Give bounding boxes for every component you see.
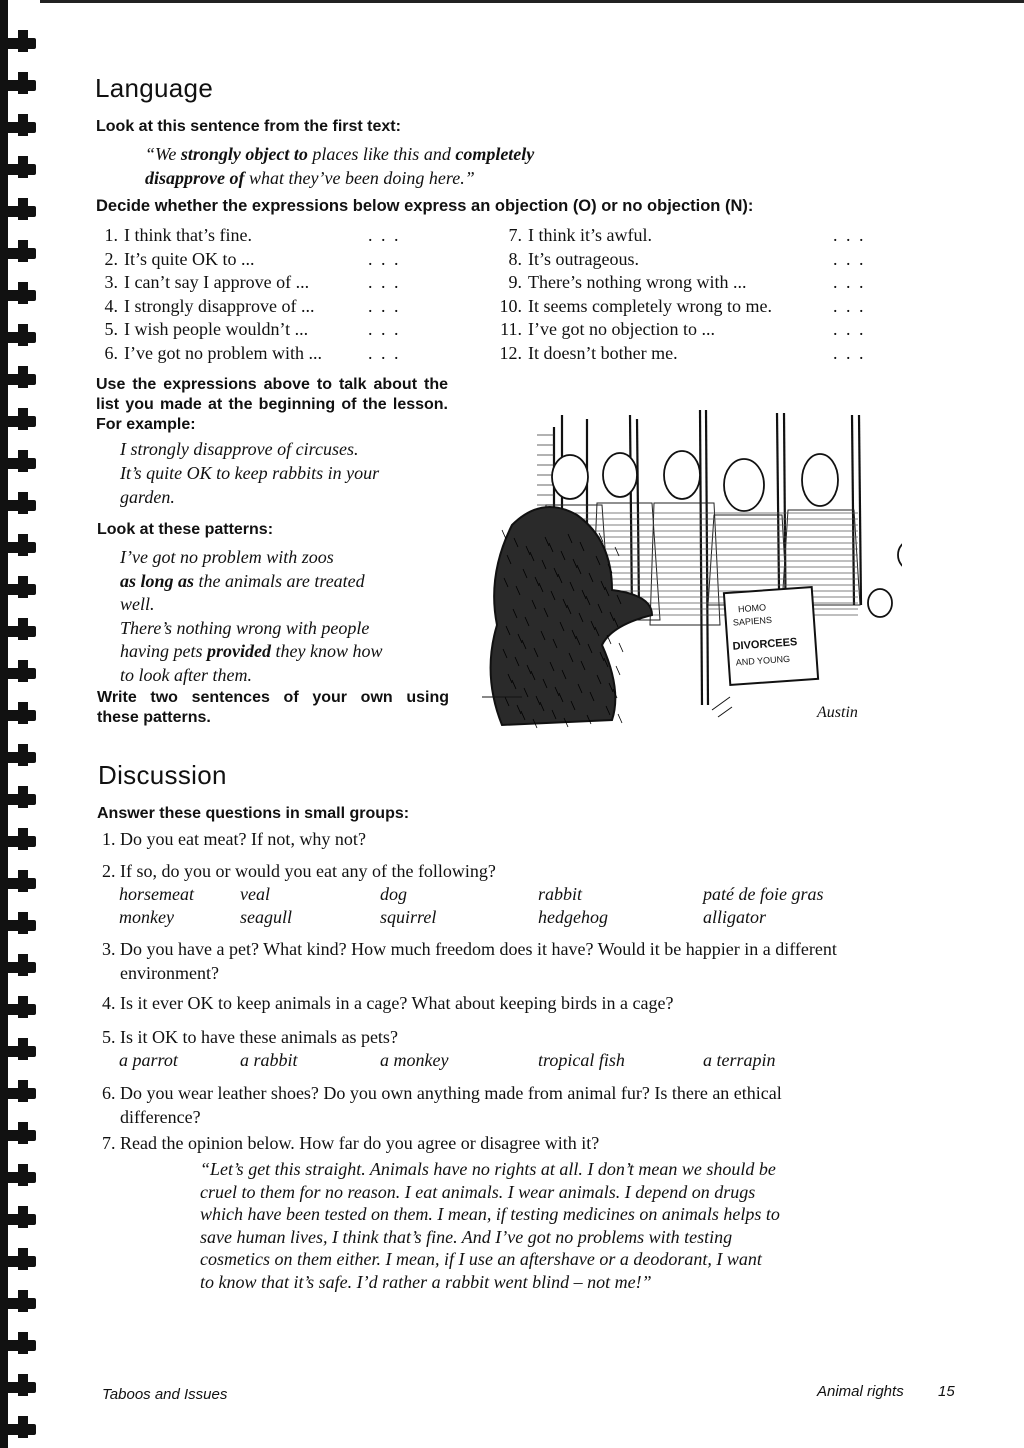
pattern-1-line-3: well.: [120, 594, 155, 614]
question-7: 7. Read the opinion below. How far do you agree or disagree with it?: [102, 1133, 600, 1153]
sign-text-4: AND YOUNG: [735, 653, 791, 668]
quote-block: [145, 142, 534, 190]
answer-blank: . . .: [368, 225, 401, 245]
pattern-1-rest: the animals are treated: [194, 570, 365, 591]
expression-number: 3.: [104, 272, 118, 292]
expression-number: 9.: [508, 272, 522, 292]
answer-blank: . . .: [833, 225, 866, 245]
instruction-use-expressions: Use the expressions above to talk about the list you made at the beginning of the lesson. For example:: [96, 376, 448, 433]
example-2-line-2: garden.: [120, 487, 175, 507]
expression-text: I’ve got no objection to ...: [528, 319, 715, 339]
expression-item: [492, 249, 639, 270]
opinion-quote: [200, 1158, 780, 1293]
pattern-2-pre: having pets: [120, 641, 207, 661]
answer-blank: . . .: [833, 342, 866, 363]
food-option: alligator: [703, 907, 767, 927]
expression-item: [492, 343, 678, 364]
quote-line-1: “We strongly object to places like this and completely: [145, 144, 535, 164]
question-6: [102, 1081, 782, 1129]
pattern-1-line-2: [120, 570, 382, 594]
opinion-line: to know that it’s safe. I’d rather a rabbit went blind – not me!”: [200, 1271, 652, 1292]
food-option: monkey: [119, 907, 174, 927]
expression-text: I wish people wouldn’t ...: [124, 319, 309, 339]
pattern-1-line-1: I’ve got no problem with zoos: [120, 547, 334, 567]
expression-number: 7.: [508, 225, 522, 245]
example-1: I strongly disapprove of circuses.: [120, 439, 359, 459]
expression-number: 5.: [104, 319, 118, 339]
expression-text: There’s nothing wrong with ...: [528, 272, 747, 292]
opinion-line: save human lives, I think that’s fine. And I’ve got no problems with testing: [200, 1226, 733, 1247]
food-option: horsemeat: [119, 884, 194, 904]
expression-item: [96, 225, 252, 246]
food-option: hedgehog: [538, 907, 608, 927]
expression-text: It’s quite OK to ...: [124, 248, 255, 269]
expression-item: [96, 272, 309, 293]
expression-text: I think that’s fine.: [124, 225, 252, 245]
pattern-2-line-3: to look after them.: [120, 664, 252, 685]
expression-number: 12.: [499, 342, 522, 363]
patterns-block: [120, 546, 382, 687]
sign-text-1: HOMO: [737, 602, 767, 615]
question-3: [102, 937, 837, 985]
spiral-binding: [0, 0, 40, 1448]
expression-item: [96, 319, 308, 340]
cartoon-signature: Austin: [817, 704, 858, 721]
pattern-2-rest: they know how: [270, 641, 383, 661]
pet-option: a monkey: [380, 1050, 449, 1070]
pattern-2-line-1: There’s nothing wrong with people: [120, 617, 370, 638]
question-2: 2. If so, do you or would you eat any of the following?: [102, 861, 496, 881]
footer-unit-title: Animal rights: [817, 1383, 904, 1400]
instruction-patterns: Look at these patterns:: [97, 521, 274, 538]
answer-blank: . . .: [833, 319, 866, 339]
pattern-2-line-2: [120, 640, 382, 664]
expression-item: [492, 272, 746, 293]
pattern-2-bold: provided: [207, 641, 271, 661]
discussion-heading: Discussion: [98, 760, 227, 790]
expression-text: It doesn’t bother me.: [528, 342, 678, 363]
expression-number: 6.: [104, 342, 118, 363]
opinion-line: “Let’s get this straight. Animals have no rights at all. I don’t mean we should be: [200, 1159, 776, 1179]
answer-blank: . . .: [368, 342, 401, 363]
opinion-line: cosmetics on them either. I mean, if I use an aftershave or a deodorant, I want: [200, 1249, 762, 1269]
examples-block: [120, 437, 379, 509]
food-option: dog: [380, 884, 407, 904]
expression-number: 11.: [500, 319, 522, 339]
expression-text: It’s outrageous.: [528, 248, 639, 269]
quote-line-2: disapprove of what they’ve been doing here.”: [145, 168, 475, 188]
instruction-write: [97, 688, 449, 728]
zoo-cartoon-illustration: [482, 405, 902, 750]
answer-blank: . . .: [833, 272, 866, 292]
expression-item: [492, 319, 715, 340]
example-2-line-1: It’s quite OK to keep rabbits in your: [120, 463, 380, 483]
food-option: paté de foie gras: [703, 884, 824, 904]
question-4: 4. Is it ever OK to keep animals in a cage? What about keeping birds in a cage?: [102, 993, 674, 1013]
expression-text: I think it’s awful.: [528, 225, 652, 245]
expression-item: [96, 249, 255, 270]
footer-page-number: 15: [938, 1383, 955, 1400]
expression-number: 2.: [104, 248, 118, 269]
instruction-look-sentence: Look at this sentence from the first text:: [96, 118, 401, 135]
sign-text-2: SAPIENS: [732, 614, 773, 628]
expression-item: [492, 225, 652, 246]
instruction-decide: Decide whether the expressions below express an objection (O) or no objection (N):: [96, 197, 754, 215]
expression-text: I’ve got no problem with ...: [124, 342, 322, 363]
question-1: 1. Do you eat meat? If not, why not?: [102, 829, 366, 849]
answer-blank: . . .: [833, 248, 866, 269]
food-option: squirrel: [380, 907, 437, 927]
question-6-line-2: difference?: [120, 1107, 201, 1127]
answer-blank: . . .: [368, 272, 401, 292]
top-edge-line: [40, 0, 1024, 3]
pattern-1-bold: as long as: [120, 570, 195, 591]
instruction-answer: Answer these questions in small groups:: [97, 805, 410, 822]
question-5: 5. Is it OK to have these animals as pets?: [102, 1027, 398, 1047]
food-option: rabbit: [538, 884, 583, 904]
question-3-line-2: environment?: [120, 963, 219, 983]
expression-number: 1.: [104, 225, 118, 245]
answer-blank: . . .: [368, 319, 401, 339]
question-3-line-1: 3. Do you have a pet? What kind? How much freedom does it have? Would it be happier in a different: [102, 939, 837, 959]
language-heading: Language: [95, 73, 214, 103]
pet-option: a parrot: [119, 1050, 178, 1070]
pet-option: a terrapin: [703, 1050, 776, 1070]
question-6-line-1: 6. Do you wear leather shoes? Do you own anything made from animal fur? Is there an ethical: [102, 1083, 782, 1103]
sign-text-3: DIVORCEES: [732, 636, 798, 653]
expression-item: [96, 343, 322, 364]
food-option: seagull: [240, 907, 292, 927]
answer-blank: . . .: [833, 295, 866, 316]
expression-text: I can’t say I approve of ...: [124, 272, 310, 292]
opinion-line: which have been tested on them. I mean, if testing medicines on animals helps to: [200, 1204, 780, 1224]
answer-blank: . . .: [368, 248, 401, 269]
expression-text: I strongly disapprove of ...: [124, 295, 315, 316]
expression-item: [492, 296, 772, 317]
instruction-write-line-1: Write two sentences of your own using: [97, 689, 449, 706]
expression-number: 8.: [508, 248, 522, 269]
expression-text: It seems completely wrong to me.: [528, 295, 772, 316]
pet-option: tropical fish: [538, 1050, 625, 1070]
expression-item: [96, 296, 314, 317]
expression-number: 4.: [104, 295, 118, 316]
opinion-line: cruel to them for no reason. I eat animals. I wear animals. I depend on drugs: [200, 1181, 756, 1202]
answer-blank: . . .: [368, 295, 401, 316]
pet-option: a rabbit: [240, 1050, 298, 1070]
instruction-write-line-2: these patterns.: [97, 709, 211, 726]
footer-book-title: Taboos and Issues: [102, 1386, 228, 1403]
expression-number: 10.: [499, 295, 522, 316]
food-option: veal: [240, 884, 270, 904]
